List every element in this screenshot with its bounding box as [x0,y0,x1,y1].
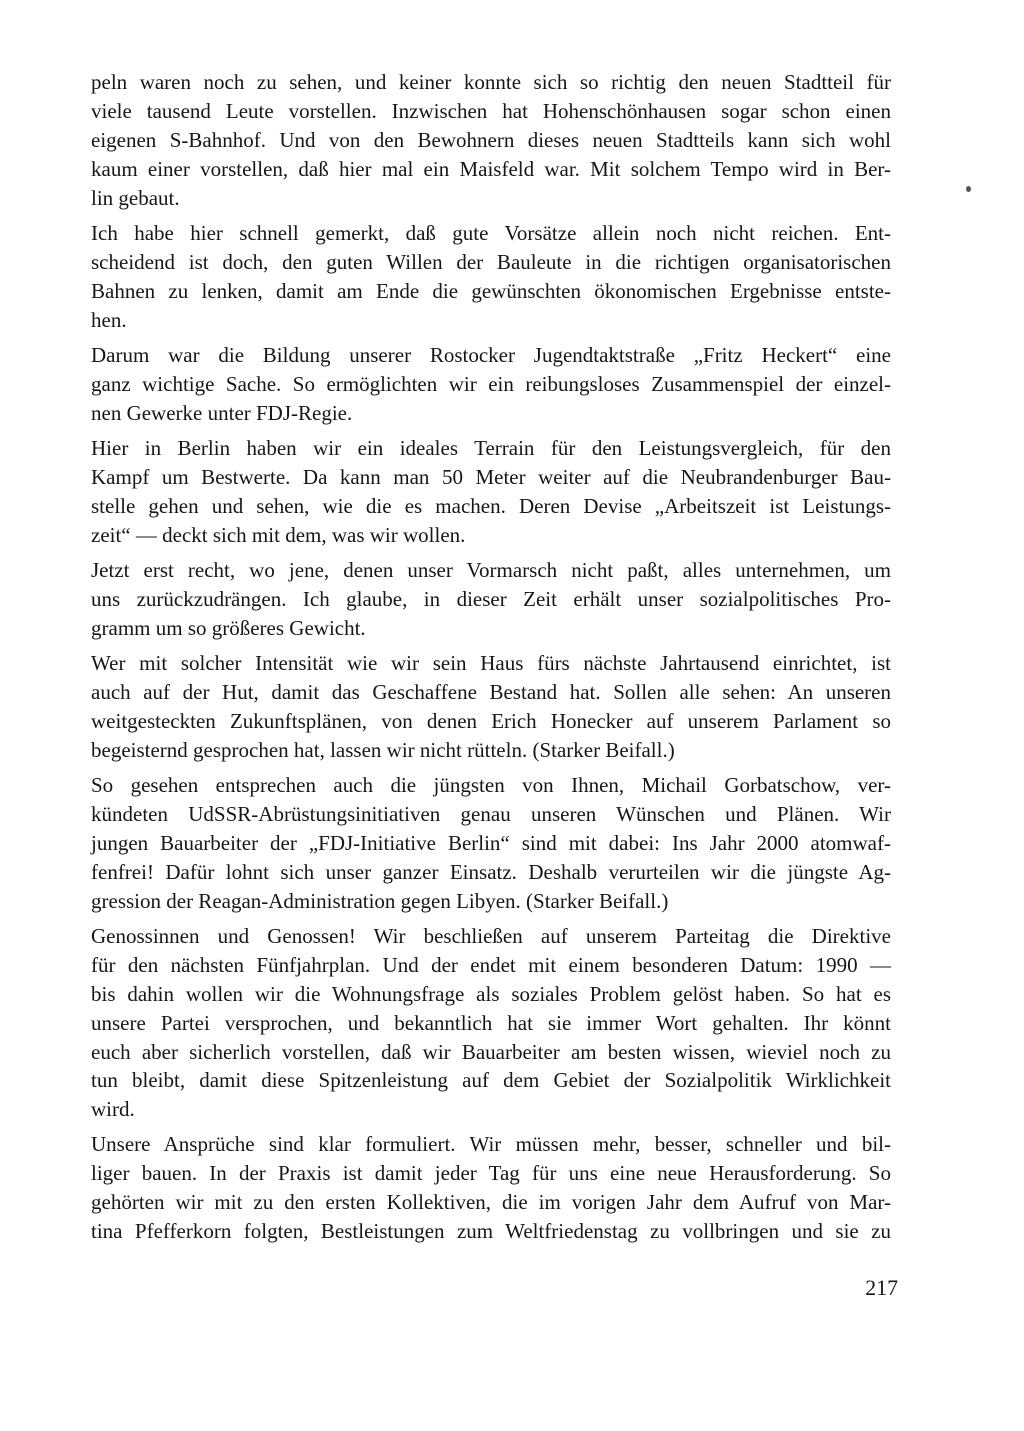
text-line: hen. [91,307,127,332]
text-line: weitgesteckten Zukunftsplänen, von denen Erich Honecker auf unserem Parlament so [91,708,891,733]
text-line: stelle gehen und sehen, wie die es machen. Deren Devise „Arbeitszeit ist Leistungs- [91,493,891,518]
text-line: Kampf um Bestwerte. Da kann man 50 Meter weiter auf die Neubrandenburger Bau- [91,464,891,489]
paragraph [91,434,891,550]
paragraph [91,68,891,213]
text-line: auch auf der Hut, damit das Geschaffene Bestand hat. Sollen alle sehen: An unseren [91,679,891,704]
text-line: gression der Reagan-Administration gegen Libyen. (Starker Beifall.) [91,888,669,913]
text-line: nen Gewerke unter FDJ-Regie. [91,400,353,425]
text-line: Unsere Ansprüche sind klar formuliert. Wir müssen mehr, besser, schneller und bil- [91,1132,891,1157]
text-line: Hier in Berlin haben wir ein ideales Terrain für den Leistungsvergleich, für den [91,435,891,460]
text-line: uns zurückzudrängen. Ich glaube, in dieser Zeit erhält unser sozialpolitisches Pro- [91,586,891,611]
text-line: kündeten UdSSR-Abrüstungsinitiativen genau unseren Wünschen und Plänen. Wir [91,801,891,826]
text-line: scheidend ist doch, den guten Willen der Bauleute in die richtigen organisatorischen [91,249,891,274]
text-line: Jetzt erst recht, wo jene, denen unser Vormarsch nicht paßt, alles unternehmen, um [91,557,891,582]
text-line: gehörten wir mit zu den ersten Kollektiven, die im vorigen Jahr dem Aufruf von Mar- [91,1190,891,1215]
text-line: Darum war die Bildung unserer Rostocker Jugendtaktstraße „Fritz Heckert“ eine [91,342,891,367]
text-line: tina Pfefferkorn folgten, Bestleistungen zum Weltfriedenstag zu vollbringen und sie zu [91,1219,891,1244]
text-line: euch aber sicherlich vorstellen, daß wir Bauarbeiter am besten wissen, wieviel noch zu [91,1039,891,1064]
text-line: bis dahin wollen wir die Wohnungsfrage als soziales Problem gelöst haben. So hat es [91,981,891,1006]
text-line: So gesehen entsprechen auch die jüngsten von Ihnen, Michail Gorbatschow, ver- [91,772,891,797]
text-line: wird. [91,1097,135,1122]
text-line: ganz wichtige Sache. So ermöglichten wir ein reibungsloses Zusammenspiel der einzel- [91,371,891,396]
text-line: Wer mit solcher Intensität wie wir sein Haus fürs nächste Jahrtausend einrichtet, ist [91,650,891,675]
text-line: viele tausend Leute vorstellen. Inzwischen hat Hohenschönhausen sogar schon einen [91,98,891,123]
paragraph [91,1130,891,1246]
page-number: 217 [865,1276,898,1300]
paragraph [91,922,891,1125]
text-line: fenfrei! Dafür lohnt sich unser ganzer Einsatz. Deshalb verurteilen wir die jüngste Ag- [91,859,891,884]
paragraph [91,556,891,643]
text-line: kaum einer vorstellen, daß hier mal ein Maisfeld war. Mit solchem Tempo wird in Ber- [91,156,891,181]
body-text [91,68,891,1252]
paragraph [91,219,891,335]
scan-speck [966,186,971,192]
text-line: eigenen S-Bahnhof. Und von den Bewohnern dieses neuen Stadtteils kann sich wohl [91,127,891,152]
text-line: begeisternd gesprochen hat, lassen wir nicht rütteln. (Starker Beifall.) [91,737,675,762]
text-line: Genossinnen und Genossen! Wir beschließen auf unserem Parteitag die Direktive [91,923,891,948]
text-line: tun bleibt, damit diese Spitzenleistung auf dem Gebiet der Sozialpolitik Wirklichkeit [91,1068,891,1093]
paragraph [91,771,891,916]
paragraph [91,649,891,765]
text-line: Ich habe hier schnell gemerkt, daß gute Vorsätze allein noch nicht reichen. Ent- [91,220,891,245]
text-line: für den nächsten Fünfjahrplan. Und der endet mit einem besonderen Datum: 1990 — [91,952,891,977]
text-line: Bahnen zu lenken, damit am Ende die gewünschten ökonomischen Ergebnisse entste- [91,278,891,303]
text-line: unsere Partei versprochen, und bekanntlich hat sie immer Wort gehalten. Ihr könnt [91,1010,891,1035]
text-line: liger bauen. In der Praxis ist damit jeder Tag für uns eine neue Herausforderung. So [91,1161,891,1186]
text-line: gramm um so größeres Gewicht. [91,615,366,640]
paragraph [91,341,891,428]
text-line: jungen Bauarbeiter der „FDJ-Initiative Berlin“ sind mit dabei: Ins Jahr 2000 atomwaf- [91,830,891,855]
text-line: peln waren noch zu sehen, und keiner konnte sich so richtig den neuen Stadtteil für [91,70,891,94]
text-line: zeit“ — deckt sich mit dem, was wir wollen. [91,522,466,547]
text-line: lin gebaut. [91,185,180,210]
